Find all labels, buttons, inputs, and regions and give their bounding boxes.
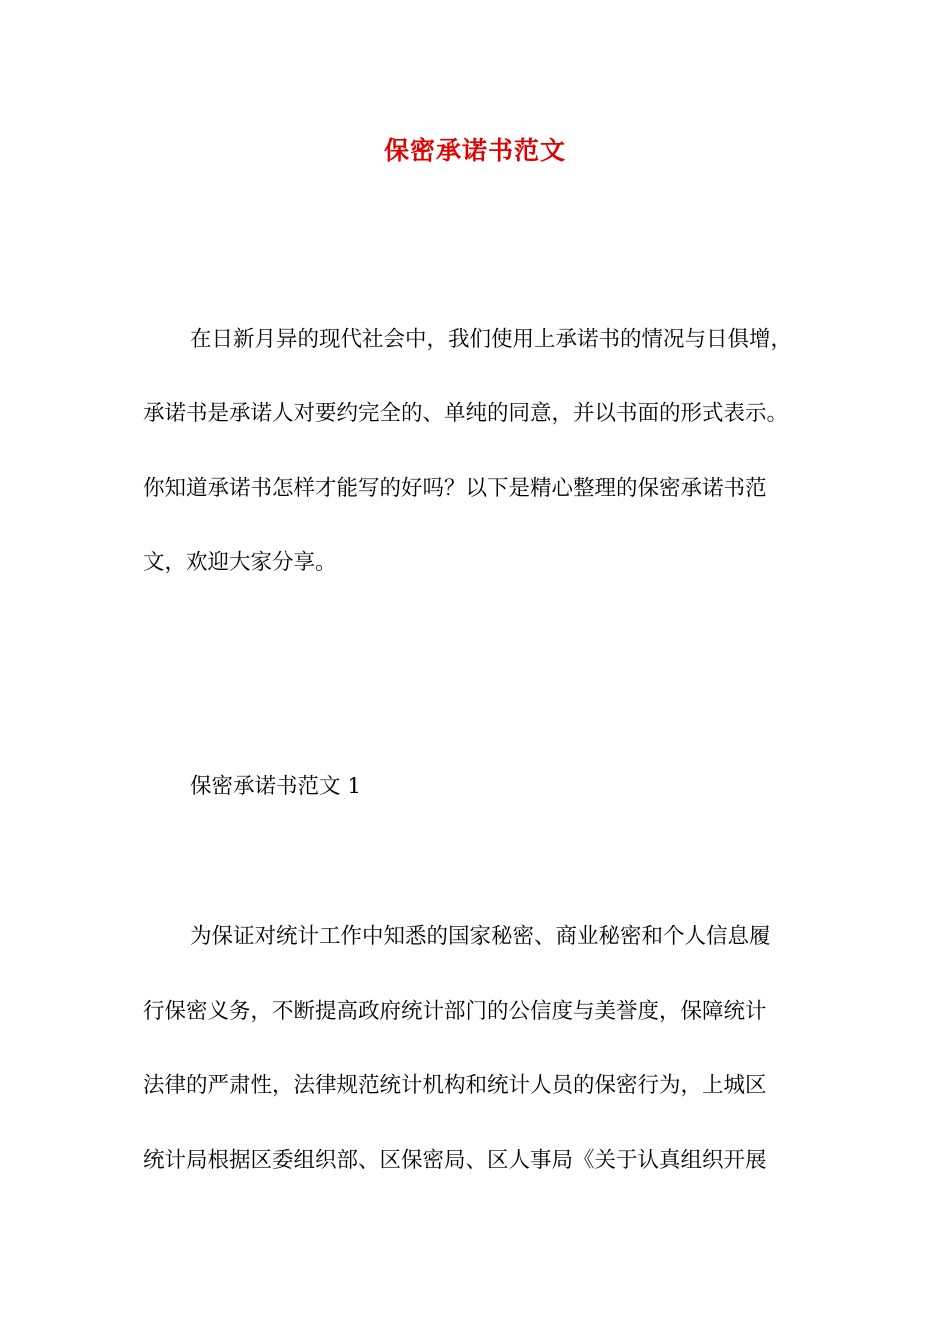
body-line-1: 为保证对统计工作中知悉的国家秘密、商业秘密和个人信息履 <box>190 924 771 949</box>
intro-line-4: 文，欢迎大家分享。 <box>143 550 337 575</box>
body-line-4: 统计局根据区委组织部、区保密局、区人事局《关于认真组织开展 <box>143 1148 767 1173</box>
body-line-3: 法律的严肃性，法律规范统计机构和统计人员的保密行为，上城区 <box>143 1073 767 1098</box>
document-title: 保密承诺书范文 <box>383 136 566 165</box>
body-line-2: 行保密义务，不断提高政府统计部门的公信度与美誉度，保障统计 <box>143 999 767 1024</box>
intro-line-3: 你知道承诺书怎样才能写的好吗？以下是精心整理的保密承诺书范 <box>143 476 767 501</box>
section-heading: 保密承诺书范文 1 <box>190 774 362 799</box>
intro-line-1: 在日新月异的现代社会中，我们使用上承诺书的情况与日俱增， <box>190 327 793 352</box>
intro-line-2: 承诺书是承诺人对要约完全的、单纯的同意，并以书面的形式表示。 <box>143 401 789 426</box>
